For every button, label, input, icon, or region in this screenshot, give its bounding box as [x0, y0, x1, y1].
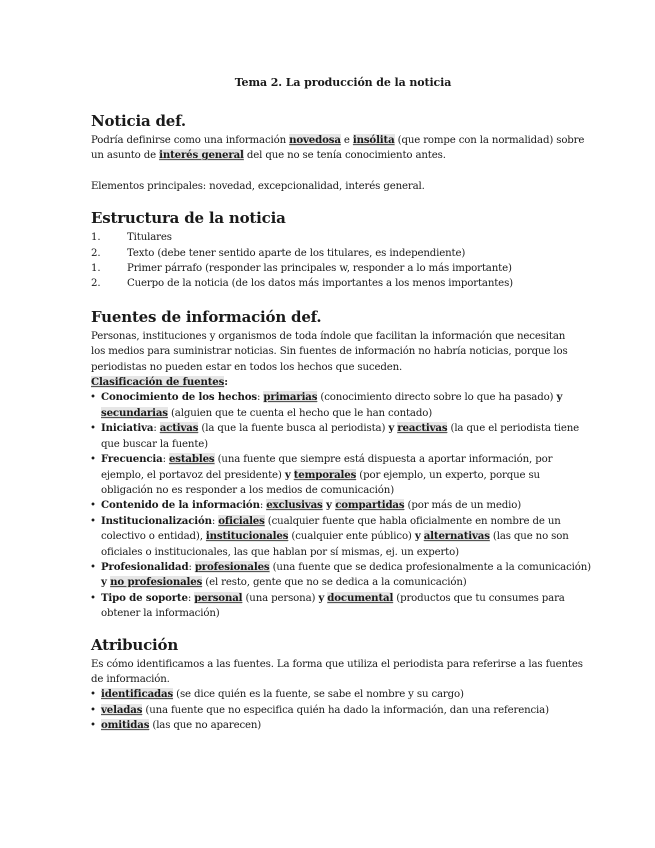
list-item: 1. Titulares [91, 232, 172, 244]
section-atribucion [91, 636, 595, 734]
section-fuentes [91, 308, 595, 622]
paragraph: Personas, instituciones y organismos de toda índole que facilitan la información que necesitan los medios para suministrar noticias. Sin fuentes de información no habría noticias, porque los periodistas no pueden estar en todos los hechos que suceden. [91, 330, 568, 373]
bullet-list [91, 390, 595, 621]
list-item: • Institucionalización: oficiales (cualquier fuente que habla oficialmente en nombre de un colectivo o entidad), institucionales (cualquier ente público) y alternativas (las que no son oficiales o institucionales, las que hablan por sí mismas, ej. un experto) [90, 514, 569, 558]
list-item: • omitidas (las que no aparecen) [90, 719, 262, 732]
paragraph: Es cómo identificamos a las fuentes. La forma que utiliza el periodista para referirse a las fuentes de información. [91, 658, 583, 685]
section-heading: Estructura de la noticia [91, 209, 286, 228]
classification-label: Clasificación de fuentes: [91, 376, 228, 389]
list-item: • Contenido de la información: exclusivas y compartidas (por más de un medio) [90, 499, 522, 512]
list-item: • Iniciativa: activas (la que la fuente busca al periodista) y reactivas (la que el periodista tiene que buscar la fuente) [90, 422, 580, 450]
bullet-list [91, 687, 595, 733]
paragraph: Elementos principales: novedad, excepcionalidad, interés general. [91, 180, 425, 192]
list-item: • Conocimiento de los hechos: primarias (conocimiento directo sobre lo que ha pasado) y secundarias (alguien que te cuenta el hecho que le han contado) [90, 391, 563, 419]
list-item: • identificadas (se dice quién es la fuente, se sabe el nombre y su cargo) [90, 688, 464, 701]
document-title: Tema 2. La producción de la noticia [234, 76, 452, 89]
highlight-term: interés general [159, 149, 244, 162]
section-heading: Fuentes de información def. [91, 307, 322, 326]
section-estructura [91, 209, 595, 292]
list-item: • Tipo de soporte: personal (una persona) y documental (productos que tu consumes para obtener la información) [90, 591, 565, 620]
paragraph: Podría definirse como una información novedosa e insólita (que rompe con la normalidad) sobre un asunto de interés general del que no se tenía conocimiento antes. [91, 134, 585, 162]
list-item: 2. Texto (debe tener sentido aparte de los titulares, es independiente) [91, 247, 466, 259]
numbered-list [91, 230, 595, 292]
section-heading: Noticia def. [91, 112, 186, 130]
section-heading: Atribución [91, 635, 179, 654]
highlight-term: novedosa [289, 134, 341, 146]
list-item: • Profesionalidad: profesionales (una fuente que se dedica profesionalmente a la comunicación) y no profesionales (el resto, gente que no se dedica a la comunicación) [90, 560, 591, 589]
list-item: 2. Cuerpo de la noticia (de los datos más importantes a los menos importantes) [91, 278, 513, 290]
highlight-term: insólita [352, 134, 395, 146]
list-item: • Frecuencia: estables (una fuente que siempre está dispuesta a aportar información, por ejemplo, el portavoz del presidente) y temporales (por ejemplo, un experto, porque su obligación no es responder a los medios de comunicación) [90, 453, 553, 496]
section-noticia [91, 112, 595, 194]
list-item: • veladas (una fuente que no especifica quién ha dado la información, dan una referencia) [90, 703, 549, 716]
list-item: 1. Primer párrafo (responder las principales w, responder a lo más importante) [91, 263, 512, 275]
